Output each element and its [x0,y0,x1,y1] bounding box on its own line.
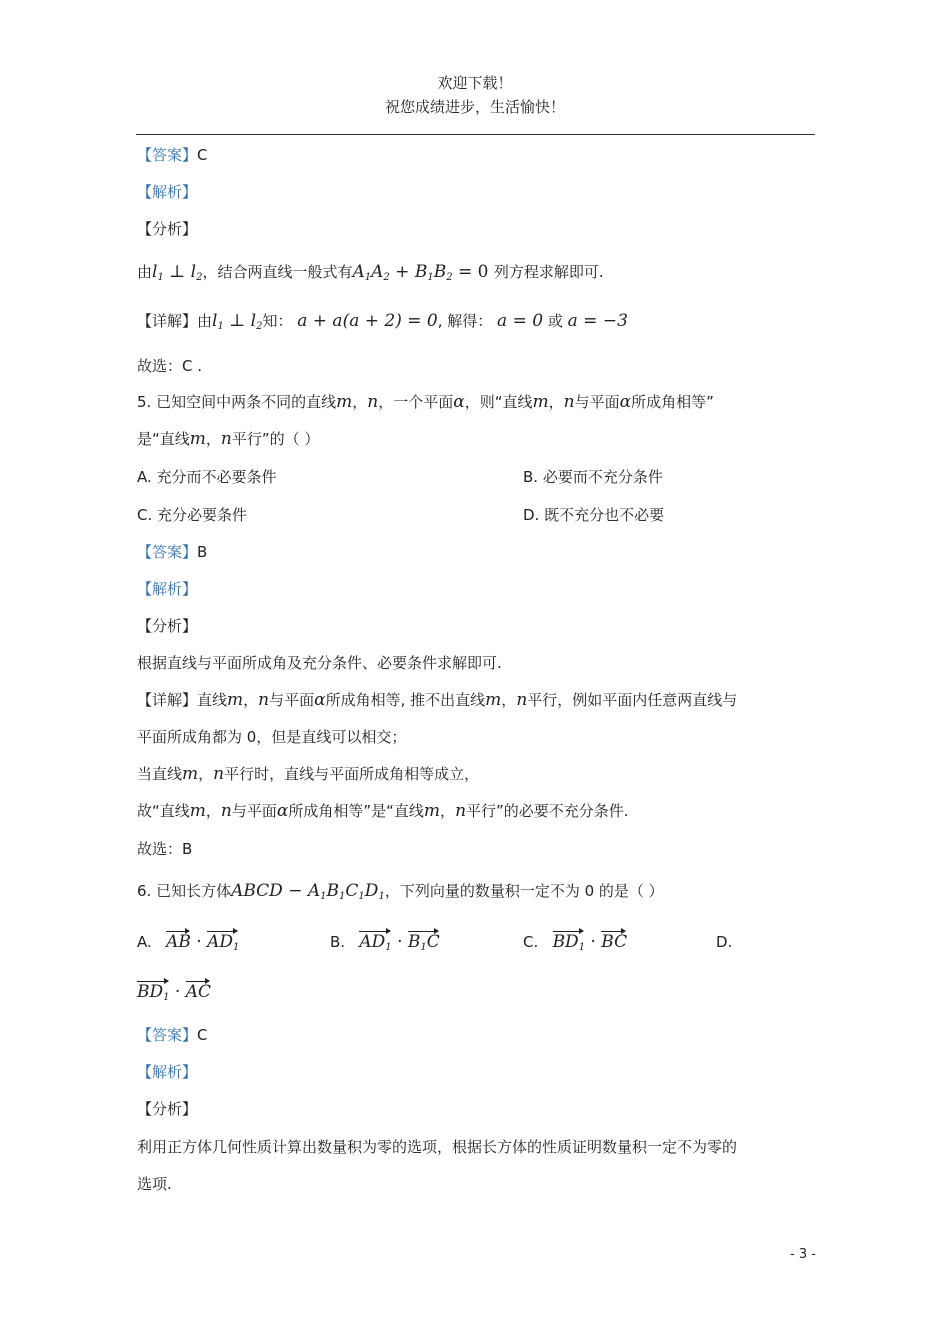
text: 知： [262,312,293,330]
q5-detail-line2: 平面所成角都为 0，但是直线可以相交； [137,728,407,746]
q6-stem [137,881,664,907]
text: ， [205,802,221,820]
q6-option-d-formula: $BD_1$ · AC [137,982,211,1008]
analysis-tag: 【解析】 [137,183,198,201]
detail-tag: 【详解】 [137,691,198,709]
var: n [258,690,270,710]
var: n [220,801,232,821]
q5-detail-line4 [137,801,629,821]
q4-analysis-tag [137,182,197,202]
q4-fenxi-text: 由$l_1$ ⊥ $l_2$，结合两直线一般式有$A_1A_2 + B_1B_2 = 0$ 列方程求解即可. [137,262,604,283]
q5-choose: 故选：B [137,840,193,858]
var: n [220,429,232,449]
formula: ABCD − $A_1B_1C_1D_1$ [231,881,385,902]
var: n [213,764,225,784]
var: α [453,392,465,412]
answer-tag: 【答案】 [137,146,198,164]
q6-fenxi-tag: 【分析】 [137,1100,198,1118]
detail-tag: 【详解】 [137,312,198,330]
text: 直线 [197,691,228,709]
option-label: B. [330,933,346,951]
formula: a = 0 [497,311,544,331]
text: 6. 已知长方体 [137,882,232,900]
text: ， [352,393,368,411]
text: 与平面 [231,802,277,820]
q6-option-b: B. $AD_1 \cdot B_1C$ [330,932,440,958]
option-label: A. [137,933,152,951]
text: ， [198,765,214,783]
text: 平行时，直线与平面所成角相等成立， [224,765,480,783]
var: m [189,429,206,449]
q6-fenxi-line1: 利用正方体几何性质计算出数量积为零的选项，根据长方体的性质证明数量积一定不为零的 [137,1138,738,1156]
q6-fenxi-line2: 选项. [137,1175,172,1193]
text: ， [548,393,564,411]
q5-option-d: D. 既不充分也不必要 [523,506,665,524]
text: 由 [137,263,153,281]
text: ，下列向量的数量积一定不为 0 的是（ ） [384,882,664,900]
var: α [314,690,326,710]
q6-option-a: A. AB · $AD_1$ [137,932,239,958]
var: α [619,392,632,412]
var: m [182,764,199,784]
q6-analysis-tag [137,1062,197,1082]
q5-analysis-tag [137,579,197,599]
text: 由 [197,312,213,330]
text: 所成角相等”是“直线 [288,802,424,820]
q5-fenxi-tag: 【分析】 [137,617,198,635]
text: ，结合两直线一般式有 [202,263,353,281]
q5-stem-line1 [137,392,714,412]
formula: $A_1A_2$ [352,262,390,283]
answer-tag: 【答案】 [137,1026,198,1044]
text: 所成角相等, 推不出直线 [325,691,486,709]
q6-option-d: D. [716,933,733,951]
var: n [516,690,528,710]
text: 与平面 [269,691,315,709]
text: 列方程求解即可. [493,263,604,281]
text: 平行”的（ ） [231,430,320,448]
analysis-tag: 【解析】 [137,580,198,598]
var: n [455,801,467,821]
text: 当直线 [137,765,183,783]
text: 平行，例如平面内任意两直线与 [527,691,738,709]
text: 所成角相等” [631,393,714,411]
q5-detail-line1 [137,690,737,710]
var: α [276,801,289,821]
text: ， [440,802,456,820]
q4-answer [137,145,208,165]
formula: a = −3 [567,311,628,331]
text: ， [501,691,517,709]
q4-detail: 【详解】由$l_1$ ⊥ $l_2$知： a + a(a + 2) = 0, 解得： a = 0 或 a = −3 [137,311,628,332]
q5-fenxi-text: 根据直线与平面所成角及充分条件、必要条件求解即可. [137,654,502,672]
page-number: - 3 - [790,1247,816,1262]
q5-option-a: A. 充分而不必要条件 [137,468,277,486]
formula: $l_1$ [152,262,164,283]
text: , 解得： [437,312,493,330]
var: m [336,392,353,412]
text: 是“直线 [137,430,190,448]
text: 故“直线 [137,802,190,820]
var: n [367,392,379,412]
q5-detail-line3 [137,764,479,784]
option-label: C. [523,933,539,951]
q5-stem-line2 [137,429,319,449]
answer-value: C [197,1026,208,1044]
answer-value: B [197,543,208,561]
var: m [189,801,206,821]
answer-tag: 【答案】 [137,543,198,561]
text: ， [205,430,221,448]
q6-answer [137,1025,208,1045]
var: n [563,392,575,412]
q4-choose: 故选：C . [137,357,203,375]
q5-answer [137,542,207,562]
var: m [423,801,441,821]
answer-value: C [197,146,208,164]
text: ，一个平面 [378,393,454,411]
q4-fenxi-tag: 【分析】 [137,220,198,238]
var: m [227,690,244,710]
formula: a + a(a + 2) = 0 [297,311,438,331]
q5-option-b: B. 必要而不充分条件 [523,468,663,486]
header-greeting: 欢迎下载！ [437,74,513,92]
header-wish: 祝您成绩进步，生活愉快！ [384,98,565,116]
text: 或 [547,312,563,330]
header-rule [136,134,815,135]
var: m [532,392,549,412]
text: ， [243,691,259,709]
var: m [485,690,502,710]
analysis-tag: 【解析】 [137,1063,198,1081]
q6-option-c: C. $BD_1$ · BC [523,932,627,958]
text: 与平面 [574,393,620,411]
text: 5. 已知空间中两条不同的直线 [137,393,337,411]
text: 平行”的必要不充分条件. [466,802,629,820]
q5-option-c: C. 充分必要条件 [137,506,248,524]
text: ，则“直线 [464,393,533,411]
